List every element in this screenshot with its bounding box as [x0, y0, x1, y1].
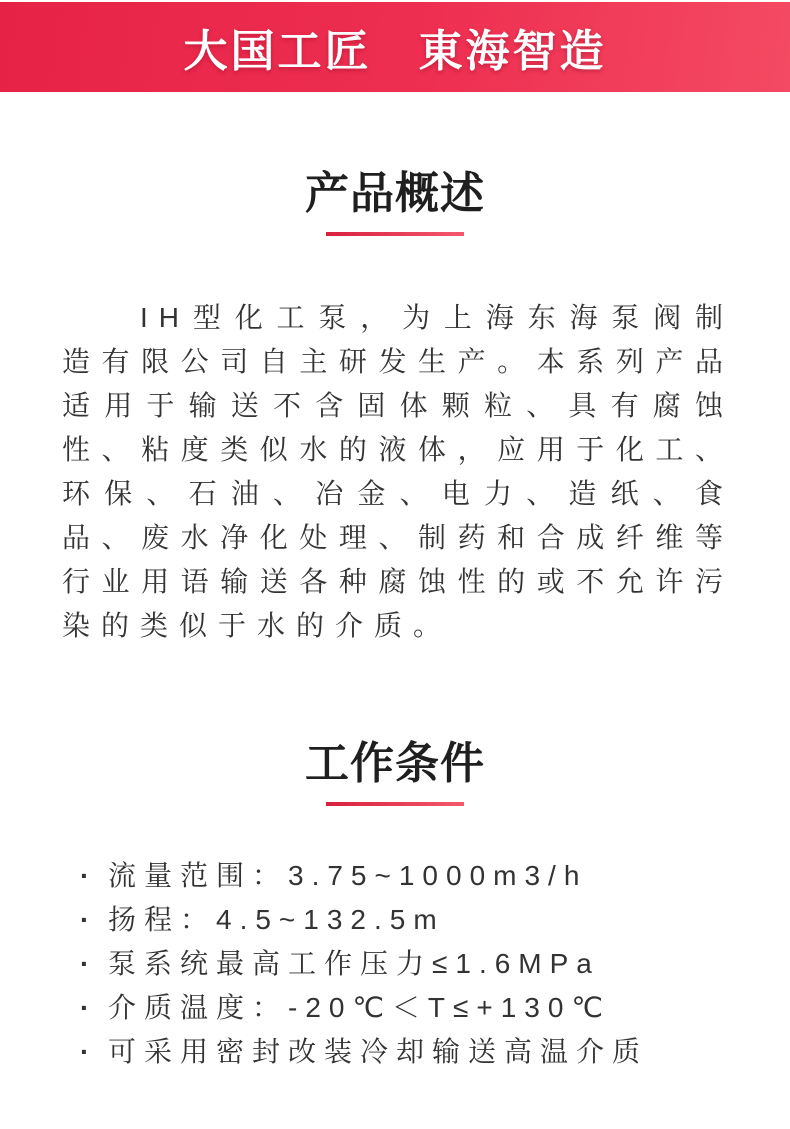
bullet-dot-icon: ·: [80, 992, 90, 1023]
work-conditions-section: [0, 648, 790, 1074]
banner-title: 大国工匠 東海智造: [183, 27, 607, 76]
overview-paragraph: IH型化工泵，为上海东海泵阀制造有限公司自主研发生产。本系列产品适用于输送不含固体颗粒、具有腐蚀性、粘度类似水的液体，应用于化工、环保、石油、冶金、电力、造纸、食品、废水净化处理、制药和合成纤维等行业用语输送各种腐蚀性的或不允许污染的类似于水的介质。: [62, 302, 734, 641]
title-underline: [326, 232, 464, 236]
list-item-flow-range: [80, 854, 790, 898]
list-item-max-pressure: [80, 942, 790, 986]
work-conditions-title-wrap: [0, 648, 790, 806]
product-detail-page: [0, 2, 790, 1074]
bullet-dot-icon: ·: [80, 860, 90, 891]
bullet-text: 扬程：4.5~132.5m: [108, 904, 445, 935]
bullet-text: 介质温度：-20℃＜T≤+130℃: [108, 992, 611, 1023]
work-conditions-section-title: 工作条件: [305, 739, 485, 788]
work-conditions-list: [0, 854, 790, 1074]
title-underline: [326, 802, 464, 806]
list-item-head: [80, 898, 790, 942]
bullet-text: 泵系统最高工作压力≤1.6MPa: [108, 948, 600, 979]
overview-section-title: 产品概述: [305, 169, 485, 218]
bullet-dot-icon: ·: [80, 1036, 90, 1067]
bullet-dot-icon: ·: [80, 904, 90, 935]
bullet-text: 流量范围：3.75~1000m3/h: [108, 860, 588, 891]
list-item-medium-temperature: [80, 986, 790, 1030]
top-banner: [0, 2, 790, 92]
list-item-seal-cooling: [80, 1030, 790, 1074]
overview-title-wrap: [0, 92, 790, 236]
bullet-text: 可采用密封改装冷却输送高温介质: [108, 1036, 649, 1067]
bullet-dot-icon: ·: [80, 948, 90, 979]
overview-section: [0, 92, 790, 648]
